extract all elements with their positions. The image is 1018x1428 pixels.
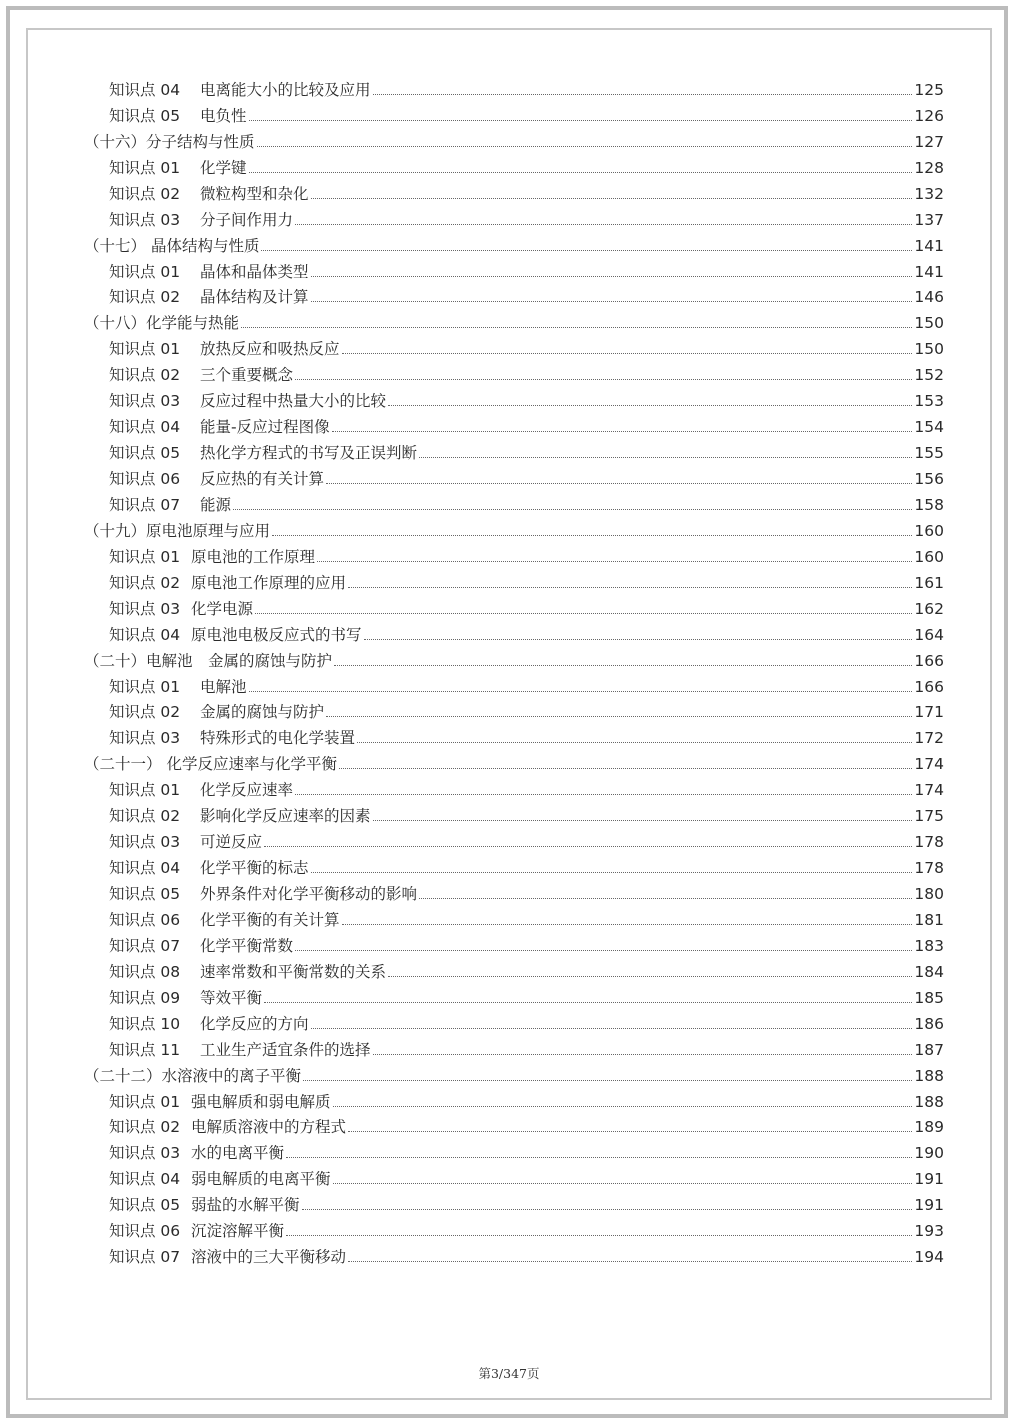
dot-leader [295,379,912,380]
section-title: 晶体结构及计算 [200,288,309,307]
section-title: 弱电解质的电离平衡 [191,1170,331,1189]
section-title: 水的电离平衡 [191,1144,285,1163]
chapter-number: （十六） [84,132,147,151]
toc-section-row[interactable] [0,826,1018,852]
dot-leader [264,1002,912,1003]
dot-leader [333,1106,912,1107]
chapter-title: 电解池 金属的腐蚀与防护 [146,651,333,670]
dot-leader [249,120,912,121]
toc-section-row[interactable] [0,1137,1018,1163]
page-number: 178 [914,833,944,852]
section-number: 知识点 01 [109,547,181,566]
dot-leader [317,561,912,562]
section-number: 知识点 06 [109,470,181,488]
dot-leader [257,146,912,147]
dot-leader [357,742,912,743]
dot-leader [295,224,912,225]
toc-chapter-row[interactable] [0,307,1018,333]
section-number: 知识点 04 [109,859,181,878]
section-number: 知识点 02 [109,807,181,826]
section-title: 沉淀溶解平衡 [191,1222,285,1241]
toc-section-row[interactable] [0,256,1018,282]
section-title: 微粒构型和杂化 [200,184,309,203]
page-number: 141 [914,236,944,255]
table-of-contents [0,74,1018,1267]
dot-leader [303,1080,912,1081]
section-number: 知识点 03 [109,210,181,229]
dot-leader [373,94,912,95]
section-title: 原电池的工作原理 [191,547,316,566]
toc-section-row[interactable] [0,178,1018,204]
page-number: 155 [914,444,944,463]
page-number: 188 [914,1066,944,1085]
dot-leader [326,716,912,717]
page-number: 166 [914,651,944,670]
section-number: 知识点 07 [109,1248,181,1267]
toc-chapter-row[interactable] [0,126,1018,152]
toc-section-row[interactable] [0,411,1018,437]
toc-section-row[interactable] [0,437,1018,463]
section-number: 知识点 03 [109,729,181,748]
chapter-number: （十七） [84,236,147,255]
page-number: 126 [914,106,944,125]
toc-section-row[interactable] [0,463,1018,489]
page-number: 178 [914,859,944,878]
section-number: 知识点 07 [109,936,181,955]
page-number: 154 [914,418,944,437]
page-number: 161 [914,573,944,592]
section-title: 化学平衡常数 [200,936,294,955]
dot-leader [233,509,912,510]
dot-leader [388,405,912,406]
toc-section-row[interactable] [0,1189,1018,1215]
toc-section-row[interactable] [0,333,1018,359]
section-number: 知识点 03 [109,833,181,852]
section-title: 电解池 [200,677,247,696]
toc-section-row[interactable] [0,619,1018,645]
dot-leader [348,587,912,588]
page-number: 132 [914,184,944,203]
page-number: 164 [914,625,944,644]
section-title: 强电解质和弱电解质 [191,1092,331,1111]
section-title: 化学键 [200,158,247,177]
page-number: 156 [914,470,944,488]
page-number: 153 [914,392,944,411]
dot-leader [261,250,912,251]
section-title: 三个重要概念 [200,366,294,385]
toc-section-row[interactable] [0,697,1018,723]
dot-leader [241,327,912,328]
toc-section-row[interactable] [0,982,1018,1008]
section-number: 知识点 07 [109,495,181,514]
page-number: 141 [914,262,944,281]
page-number: 193 [914,1222,944,1241]
page-number: 175 [914,807,944,826]
page-number: 127 [914,132,944,151]
section-number: 知识点 09 [109,988,181,1007]
section-number: 知识点 05 [109,885,181,903]
page-number: 160 [914,547,944,566]
toc-section-row[interactable] [0,722,1018,748]
section-title: 电离能大小的比较及应用 [200,80,371,99]
toc-section-row[interactable] [0,593,1018,619]
section-number: 知识点 10 [109,1014,181,1033]
section-number: 知识点 05 [109,106,181,125]
page-number: 190 [914,1144,944,1163]
toc-chapter-row[interactable] [0,230,1018,256]
section-title: 金属的腐蚀与防护 [200,703,325,722]
toc-chapter-row[interactable] [0,1060,1018,1086]
page-number: 150 [914,340,944,359]
toc-section-row[interactable] [0,1215,1018,1241]
dot-leader [286,1235,912,1236]
section-title: 弱盐的水解平衡 [191,1196,300,1215]
toc-section-row[interactable] [0,1241,1018,1267]
page-number: 184 [914,962,944,981]
dot-leader [364,639,912,640]
section-number: 知识点 03 [109,599,181,618]
toc-section-row[interactable] [0,852,1018,878]
toc-chapter-row[interactable] [0,515,1018,541]
page-number: 150 [914,314,944,333]
section-number: 知识点 03 [109,1144,181,1163]
section-number: 知识点 06 [109,910,181,929]
section-number: 知识点 01 [109,1092,181,1111]
dot-leader [342,353,912,354]
section-number: 知识点 04 [109,80,181,99]
page-number: 174 [914,781,944,800]
page-number: 137 [914,210,944,229]
dot-leader [348,1131,912,1132]
section-title: 化学电源 [191,599,254,618]
section-title: 原电池电极反应式的书写 [191,625,362,644]
section-number: 知识点 01 [109,158,181,177]
section-title: 化学反应的方向 [200,1014,309,1033]
toc-section-row[interactable] [0,100,1018,126]
toc-section-row[interactable] [0,774,1018,800]
chapter-title: 化学反应速率与化学平衡 [161,755,337,774]
dot-leader [311,198,912,199]
section-title: 能量-反应过程图像 [200,418,330,437]
section-number: 知识点 11 [109,1040,181,1059]
page-number: 187 [914,1040,944,1059]
page-number: 146 [914,288,944,307]
toc-chapter-row[interactable] [0,748,1018,774]
page-number: 180 [914,885,944,903]
section-number: 知识点 04 [109,625,181,644]
page-number: 172 [914,729,944,748]
section-title: 晶体和晶体类型 [200,262,309,281]
chapter-title: 化学能与热能 [146,314,240,333]
chapter-title: 水溶液中的离子平衡 [161,1066,302,1085]
dot-leader [339,768,912,769]
page-number: 191 [914,1196,944,1215]
dot-leader [419,898,912,899]
section-title: 电解质溶液中的方程式 [191,1118,347,1137]
page-number: 158 [914,495,944,514]
page-number: 186 [914,1014,944,1033]
dot-leader [373,1054,912,1055]
section-title: 反应热的有关计算 [200,470,325,488]
page-number: 166 [914,677,944,696]
section-title: 影响化学反应速率的因素 [200,807,371,826]
section-number: 知识点 06 [109,1222,181,1241]
page-number: 181 [914,910,944,929]
toc-section-row[interactable] [0,1008,1018,1034]
section-title: 速率常数和平衡常数的关系 [200,962,387,981]
dot-leader [264,846,912,847]
dot-leader [249,172,912,173]
dot-leader [272,535,912,536]
section-title: 等效平衡 [200,988,263,1007]
chapter-title: 分子结构与性质 [146,132,255,151]
section-title: 可逆反应 [200,833,263,852]
section-title: 特殊形式的电化学装置 [200,729,356,748]
section-number: 知识点 02 [109,184,181,203]
chapter-title: 晶体结构与性质 [146,236,260,255]
page-number-footer: 第3/347页 [478,1366,540,1381]
toc-section-row[interactable] [0,541,1018,567]
chapter-number: （十八） [84,314,147,333]
toc-section-row[interactable] [0,1086,1018,1112]
toc-section-row[interactable] [0,930,1018,956]
toc-section-row[interactable] [0,878,1018,904]
section-title: 化学反应速率 [200,781,294,800]
dot-leader [388,976,912,977]
section-title: 电负性 [200,106,247,125]
dot-leader [311,1028,912,1029]
section-title: 热化学方程式的书写及正误判断 [200,444,418,463]
page-number: 152 [914,366,944,385]
dot-leader [311,301,912,302]
toc-section-row[interactable] [0,671,1018,697]
section-number: 知识点 02 [109,1118,181,1137]
section-number: 知识点 02 [109,366,181,385]
dot-leader [334,665,912,666]
section-title: 能源 [200,495,232,514]
dot-leader [311,872,912,873]
toc-section-row[interactable] [0,956,1018,982]
section-number: 知识点 04 [109,418,181,437]
section-number: 知识点 04 [109,1170,181,1189]
dot-leader [342,924,912,925]
dot-leader [311,276,912,277]
toc-chapter-row[interactable] [0,645,1018,671]
chapter-number: （二十一） [84,755,162,774]
toc-section-row[interactable] [0,1034,1018,1060]
page-number: 162 [914,599,944,618]
page-number: 171 [914,703,944,722]
section-number: 知识点 01 [109,781,181,800]
section-number: 知识点 05 [109,1196,181,1215]
section-number: 知识点 02 [109,288,181,307]
chapter-number: （二十） [84,651,147,670]
page-number: 189 [914,1118,944,1137]
section-title: 放热反应和吸热反应 [200,340,340,359]
section-number: 知识点 01 [109,677,181,696]
dot-leader [332,431,912,432]
section-title: 分子间作用力 [200,210,294,229]
toc-section-row[interactable] [0,204,1018,230]
page-number: 191 [914,1170,944,1189]
dot-leader [373,820,912,821]
section-number: 知识点 03 [109,392,181,411]
toc-section-row[interactable] [0,152,1018,178]
toc-section-row[interactable] [0,567,1018,593]
section-title: 原电池工作原理的应用 [191,573,347,592]
section-number: 知识点 08 [109,962,181,981]
toc-section-row[interactable] [0,904,1018,930]
page-number: 188 [914,1092,944,1111]
section-title: 化学平衡的有关计算 [200,910,340,929]
toc-section-row[interactable] [0,74,1018,100]
section-title: 反应过程中热量大小的比较 [200,392,387,411]
page-number: 194 [914,1248,944,1267]
dot-leader [333,1183,912,1184]
toc-section-row[interactable] [0,1163,1018,1189]
dot-leader [295,950,912,951]
toc-section-row[interactable] [0,489,1018,515]
toc-section-row[interactable] [0,385,1018,411]
dot-leader [302,1209,912,1210]
dot-leader [326,483,912,484]
chapter-number: （十九） [84,521,147,540]
dot-leader [348,1261,912,1262]
page-number: 160 [914,521,944,540]
page-number: 185 [914,988,944,1007]
chapter-title: 原电池原理与应用 [146,521,271,540]
section-number: 知识点 01 [109,262,181,281]
section-title: 外界条件对化学平衡移动的影响 [200,885,418,903]
toc-section-row[interactable] [0,1112,1018,1138]
page-number: 174 [914,755,944,774]
chapter-number: （二十二） [84,1066,162,1085]
section-title: 工业生产适宜条件的选择 [200,1040,371,1059]
dot-leader [295,794,912,795]
section-title: 溶液中的三大平衡移动 [191,1248,347,1267]
page-number: 128 [914,158,944,177]
toc-section-row[interactable] [0,359,1018,385]
dot-leader [419,457,912,458]
section-number: 知识点 01 [109,340,181,359]
section-number: 知识点 02 [109,573,181,592]
dot-leader [249,691,912,692]
page-number: 183 [914,936,944,955]
section-title: 化学平衡的标志 [200,859,309,878]
toc-section-row[interactable] [0,282,1018,308]
section-number: 知识点 05 [109,444,181,463]
dot-leader [286,1157,912,1158]
dot-leader [255,613,912,614]
section-number: 知识点 02 [109,703,181,722]
page-number: 125 [914,80,944,99]
toc-section-row[interactable] [0,800,1018,826]
